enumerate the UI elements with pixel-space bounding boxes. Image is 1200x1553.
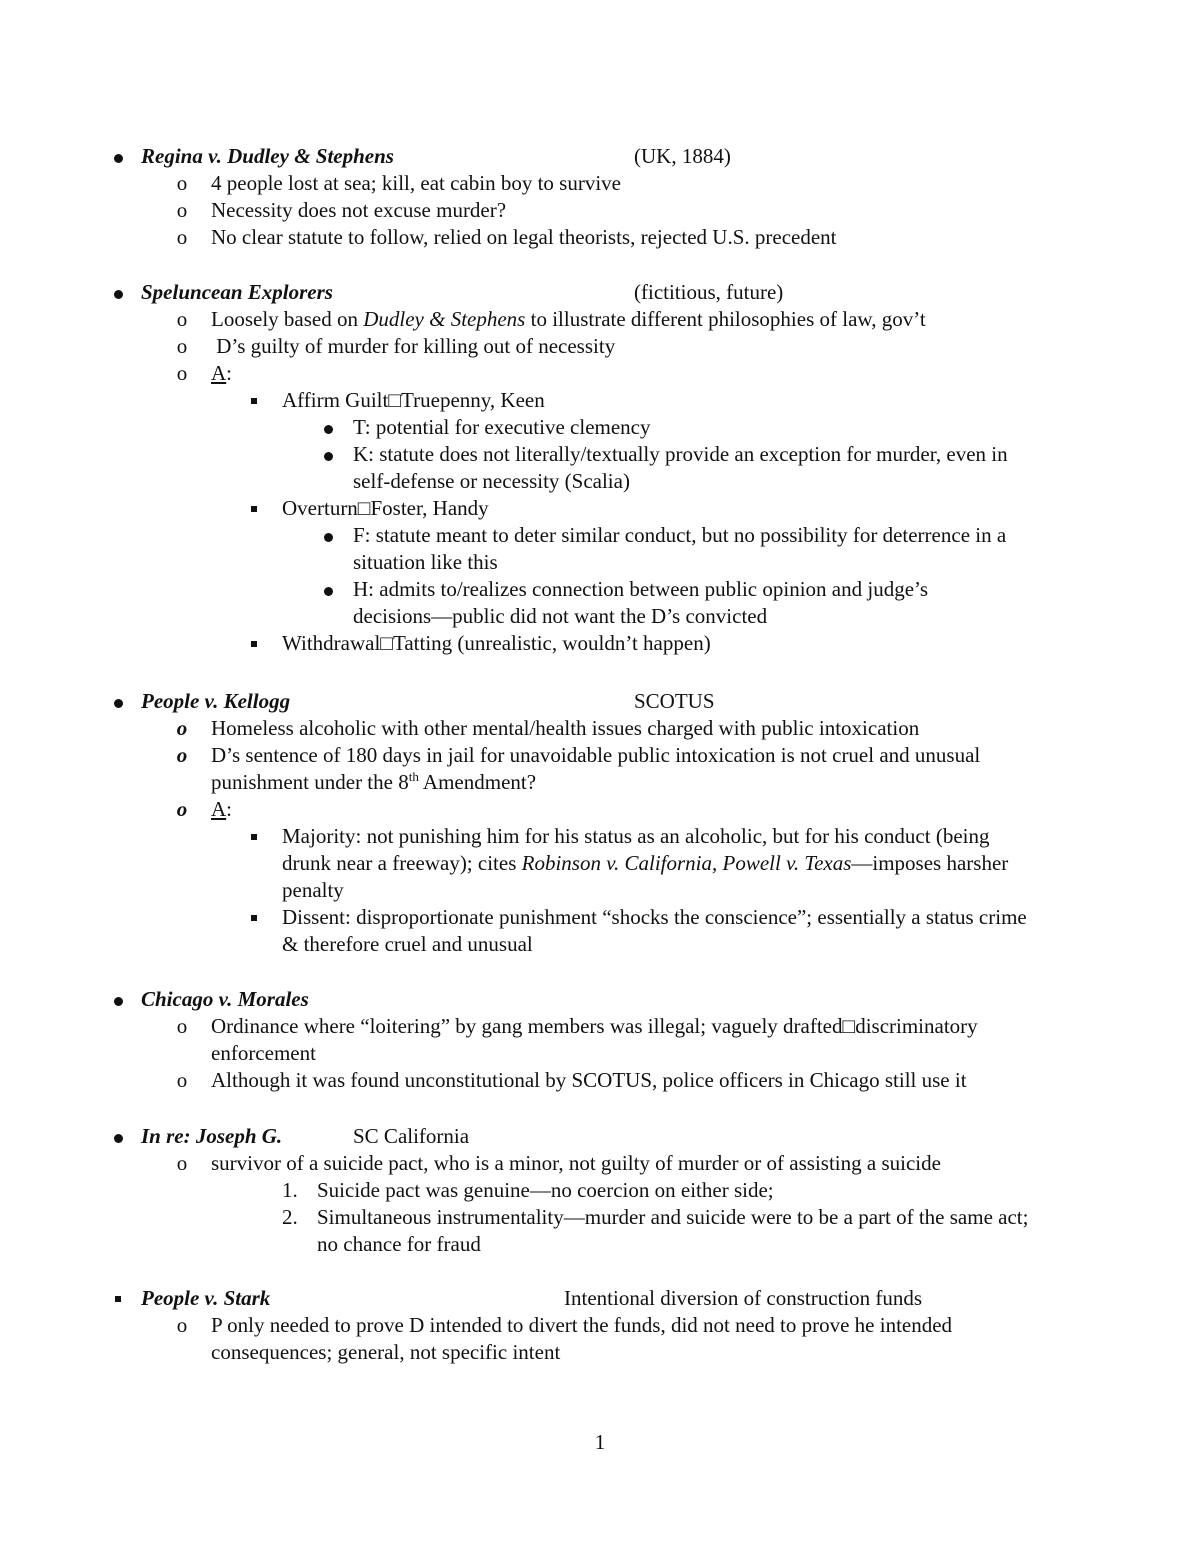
majority-opinion: Majority: not punishing him for his status as an alcoholic, but for his conduct (being [282, 824, 990, 848]
case-point: Necessity does not excuse murder? [211, 198, 507, 222]
majority-opinion-cont: penalty [282, 878, 344, 902]
hollow-bullet-icon: o [176, 1014, 188, 1038]
answer-label: A: [211, 361, 233, 385]
hollow-bullet-icon: o [176, 171, 188, 195]
case-dudley-stephens [0, 143, 1200, 251]
case-point: D’s sentence of 180 days in jail for unavoidable public intoxication is not cruel and unusual [211, 743, 981, 767]
round-bullet-icon [318, 414, 338, 441]
opinion-detail-cont: self-defense or necessity (Scalia) [353, 469, 630, 493]
dissent-opinion-cont: & therefore cruel and unusual [282, 932, 533, 956]
text-run: to illustrate different philosophies of law, gov’t [525, 307, 926, 331]
square-bullet-icon [244, 823, 264, 850]
answer-letter: A [211, 797, 227, 821]
case-tag: (UK, 1884) [634, 144, 731, 168]
hollow-bullet-icon: o [176, 198, 188, 222]
hollow-bullet-icon: o [176, 334, 188, 358]
case-point: Ordinance where “loitering” by gang members was illegal; vaguely drafted□discriminatory [211, 1014, 978, 1038]
case-point: survivor of a suicide pact, who is a minor, not guilty of murder or of assisting a suicide [211, 1151, 941, 1175]
round-bullet-icon [108, 1123, 128, 1150]
numbered-point: Simultaneous instrumentality—murder and suicide were to be a part of the same act; [317, 1205, 1029, 1229]
square-bullet-icon [108, 1285, 128, 1312]
case-point-cont: consequences; general, not specific intent [211, 1340, 561, 1364]
hollow-bullet-icon: o [176, 743, 188, 767]
square-bullet-icon [244, 495, 264, 522]
case-people-v-stark [0, 1285, 1200, 1366]
hollow-bullet-icon: o [176, 797, 188, 821]
round-bullet-icon [108, 143, 128, 170]
numbered-point-cont: no chance for fraud [317, 1232, 481, 1256]
hollow-bullet-icon: o [176, 225, 188, 249]
hollow-bullet-icon: o [176, 1313, 188, 1337]
numbered-point: Suicide pact was genuine—no coercion on either side; [317, 1178, 774, 1202]
case-point: D’s guilty of murder for killing out of necessity [211, 334, 616, 358]
case-tag: (fictitious, future) [634, 280, 784, 304]
square-bullet-icon [244, 387, 264, 414]
case-point: No clear statute to follow, relied on legal theorists, rejected U.S. precedent [211, 225, 837, 249]
text-run: drunk near a freeway); cites [282, 851, 522, 875]
case-point: 4 people lost at sea; kill, eat cabin boy to survive [211, 171, 621, 195]
round-bullet-icon [318, 441, 338, 468]
case-point: P only needed to prove D intended to divert the funds, did not need to prove he intended [211, 1313, 953, 1337]
answer-letter: A [211, 361, 227, 385]
opinion-detail: F: statute meant to deter similar conduct, but no possibility for deterrence in a [353, 523, 1007, 547]
case-point [211, 306, 926, 333]
text-run: Loosely based on [211, 307, 364, 331]
hollow-bullet-icon: o [176, 361, 188, 385]
opinion-withdrawal: Withdrawal□Tatting (unrealistic, wouldn’t happen) [282, 631, 711, 655]
case-tag: SC California [353, 1124, 470, 1148]
case-title: In re: Joseph G. [141, 1124, 283, 1148]
case-speluncean-explorers [0, 279, 1200, 657]
italic-case-reference: Dudley & Stephens [363, 307, 526, 331]
case-tag: Intentional diversion of construction funds [564, 1286, 923, 1310]
case-chicago-v-morales [0, 986, 1200, 1094]
list-number: 1. [282, 1178, 298, 1202]
case-point: Although it was found unconstitutional by SCOTUS, police officers in Chicago still use it [211, 1068, 967, 1092]
case-point-cont [211, 769, 536, 796]
text-run: —imposes harsher [851, 851, 1009, 875]
italic-case-reference: Robinson v. California, Powell v. Texas [521, 851, 852, 875]
round-bullet-icon [318, 576, 338, 603]
hollow-bullet-icon: o [176, 716, 188, 740]
opinion-detail-cont: situation like this [353, 550, 498, 574]
opinion-affirm: Affirm Guilt□Truepenny, Keen [282, 388, 545, 412]
case-in-re-joseph-g [0, 1123, 1200, 1258]
case-title: Regina v. Dudley & Stephens [141, 144, 394, 168]
opinion-detail: H: admits to/realizes connection between public opinion and judge’s [353, 577, 929, 601]
case-title: People v. Kellogg [141, 689, 291, 713]
case-point: Homeless alcoholic with other mental/health issues charged with public intoxication [211, 716, 920, 740]
answer-label: A: [211, 797, 233, 821]
case-point-cont: enforcement [211, 1041, 316, 1065]
case-title: Chicago v. Morales [141, 987, 309, 1011]
square-bullet-icon [244, 904, 264, 931]
majority-opinion-cont [282, 850, 1008, 877]
text-run: punishment under the 8 [211, 770, 409, 794]
round-bullet-icon [318, 522, 338, 549]
case-title: People v. Stark [141, 1286, 271, 1310]
case-people-v-kellogg [0, 688, 1200, 958]
text-run: Amendment? [418, 770, 537, 794]
page-number: 1 [594, 1430, 606, 1454]
opinion-overturn: Overturn□Foster, Handy [282, 496, 489, 520]
opinion-detail: K: statute does not literally/textually provide an exception for murder, even in [353, 442, 1008, 466]
dissent-opinion: Dissent: disproportionate punishment “shocks the conscience”; essentially a status crime [282, 905, 1027, 929]
case-title: Speluncean Explorers [141, 280, 333, 304]
hollow-bullet-icon: o [176, 1151, 188, 1175]
hollow-bullet-icon: o [176, 1068, 188, 1092]
opinion-detail: T: potential for executive clemency [353, 415, 651, 439]
ordinal-superscript: th [408, 769, 419, 784]
opinion-detail-cont: decisions—public did not want the D’s convicted [353, 604, 768, 628]
round-bullet-icon [108, 279, 128, 306]
round-bullet-icon [108, 688, 128, 715]
list-number: 2. [282, 1205, 298, 1229]
round-bullet-icon [108, 986, 128, 1013]
hollow-bullet-icon: o [176, 307, 188, 331]
case-tag: SCOTUS [634, 689, 715, 713]
square-bullet-icon [244, 630, 264, 657]
